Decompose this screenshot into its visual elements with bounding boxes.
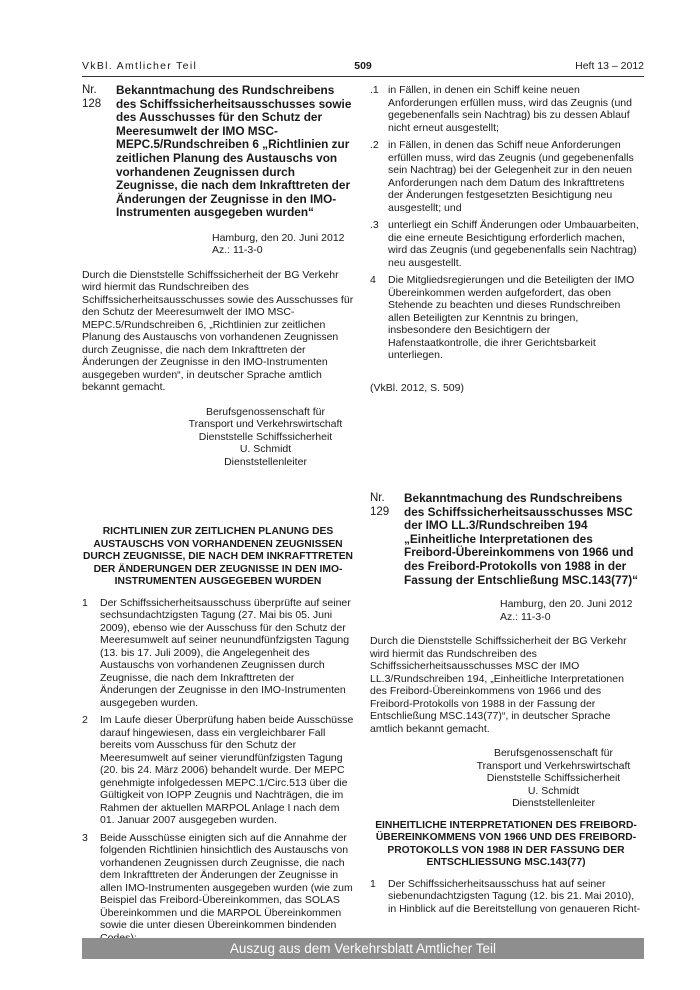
page-number: 509 bbox=[354, 60, 372, 72]
notice-number: Nr. 128 bbox=[82, 84, 102, 110]
notice-title: Bekanntmachung des Rundschreibens des Schiffssicherheitsausschusses MSC der IMO LL.3/Rundschreiben 194 „Einheitliche Interpretationen des Freibord-Übereinkommens von 1966 und des Freibord-Protokolls von 1988 in der Fassung der Entschließung MSC.143(77)“ bbox=[404, 491, 639, 587]
journal-name: VkBl. Amtlicher Teil bbox=[82, 60, 198, 72]
footer-banner: Auszug aus dem Verkehrsblatt Amtlicher Teil bbox=[82, 938, 644, 959]
signature-block bbox=[465, 747, 642, 810]
notice-128-heading bbox=[82, 84, 354, 220]
item-text: in Fällen, in denen das Schiff neue Anforderungen erfüllen muss, wird das Zeugnis (und gegebenenfalls sein Nachtrag) bei der Gelegenheit zur in den neuen Anforderungen nach dem Datum des Inkrafttretens der Änderungen festgesetzten Besichtigung neu ausgestellt; und bbox=[388, 139, 634, 214]
section-title: EINHEITLICHE INTERPRETATIONEN DES FREIBORD-ÜBEREINKOMMENS VON 1966 UND DES FREIBORD-PROTOKOLLS VON 1988 IN DER FASSUNG DER ENTSCHLIESSUNG MSC.143(77) bbox=[375, 819, 637, 869]
signature-name: U. Schmidt bbox=[239, 443, 292, 456]
intro-paragraph: Durch die Dienststelle Schiffssicherheit der BG Verkehr wird hiermit das Rundschreiben des Schiffssicherheitsausschusses MSC der IMO LL.3/Rundschreiben 194, „Einheitliche Interpretationen des Freibord-Übereinkommens von 1966 und des Freibord-Protokolls von 1988 in der Fassung der Entschließung MSC.143(77)“, in deutscher Sprache amtlich bekannt gemacht. bbox=[370, 635, 627, 735]
list-item bbox=[370, 274, 642, 362]
signature-line: Berufsgenossenschaft für bbox=[205, 405, 326, 418]
list-item bbox=[82, 832, 354, 945]
signature-line: Berufsgenossenschaft für bbox=[493, 747, 614, 760]
issue-number: Heft 13 – 2012 bbox=[575, 60, 644, 72]
section-title: RICHTLINIEN ZUR ZEITLICHEN PLANUNG DES AUSTAUSCHS VON VORHANDENEN ZEUGNISSEN DURCH ZEUGNISSE, DIE NACH DEM INKRAFTTRETEN DER ÄNDERUNGEN DER ZEUGNISSE IN DEN IMO-INSTRUMENTEN AUSGEGEBEN WURDEN bbox=[82, 526, 353, 588]
column-gap bbox=[370, 394, 642, 492]
item-text: in Fällen, in denen ein Schiff keine neuen Anforderungen erfüllen muss, wird das Zeugnis (und gegebenenfalls sein Nachtrag) bis zu dessen Ablauf nicht erneut ausgestellt; bbox=[388, 84, 632, 134]
signature-role: Dienststellenleiter bbox=[224, 455, 307, 468]
signature-block bbox=[177, 406, 354, 469]
signature-line: Transport und Verkehrswirtschaft bbox=[188, 418, 343, 431]
notice-number: Nr. 129 bbox=[370, 492, 390, 518]
item-number: .2 bbox=[370, 139, 379, 151]
sub-list-item bbox=[370, 84, 642, 134]
item-number: .1 bbox=[370, 84, 379, 96]
notice-title: Bekanntmachung des Rundschreibens des Schiffssicherheitsausschusses sowie des Ausschusses für den Schutz der Meeresumwelt der IMO MSC-MEPC.5/Rundschreiben 6 „Richtlinien zur zeitlichen Planung des Austauschs von vorhandenen Zeugnissen durch Zeugnisse, die nach dem Inkrafttreten der Änderungen der Zeugnisse in den IMO-Instrumenten ausgegeben wurden“ bbox=[116, 83, 352, 220]
list-item bbox=[82, 714, 354, 827]
intro-paragraph: Durch die Dienststelle Schiffssicherheit der BG Verkehr wird hiermit das Rundschreiben des Schiffssicherheitsausschusses sowie des Ausschusses für den Schutz der Meeresumwelt der IMO MSC-MEPC.5/Rundschreiben 6, „Richtlinien zur zeitlichen Planung des Austauschs von vorhandenen Zeugnissen durch Zeugnisse, die nach dem Inkrafttreten der Änderungen der Zeugnisse in den IMO-Instrumenten ausgegeben wurden“, in deutscher Sprache amtlich bekannt gemacht. bbox=[82, 268, 354, 394]
signature-line: Transport und Verkehrswirtschaft bbox=[476, 759, 631, 772]
left-column bbox=[82, 84, 354, 949]
item-number: 4 bbox=[370, 274, 376, 286]
item-number: 3 bbox=[82, 831, 88, 844]
list-item bbox=[82, 597, 354, 710]
right-column bbox=[370, 84, 642, 920]
item-number: 1 bbox=[370, 877, 376, 890]
file-reference: Az.: 11-3-0 bbox=[500, 610, 551, 623]
item-number: .3 bbox=[370, 219, 379, 231]
item-text: Die Mitgliedsregierungen und die Beteiligten der IMO Übereinkommen werden aufgefordert, das oben Stehende zu beachten und dieses Rundschreiben allen Beteiligten zur Kenntnis zu bringen, insbesondere den Besichtigern der Hafenstaatkontrolle, die ihrer Gerichtsbarkeit unterliegen. bbox=[388, 274, 635, 361]
page-header bbox=[82, 60, 644, 76]
item-text: Der Schiffssicherheitsausschuss hat auf seiner siebenundachtzigsten Tagung (12. bis 21. Mai 2010), in Hinblick auf die Bereitstellung von genaueren Richt- bbox=[388, 877, 641, 915]
publication-reference: (VkBl. 2012, S. 509) bbox=[370, 381, 464, 394]
signature-line: Dienststelle Schiffssicherheit bbox=[198, 430, 333, 443]
list-item bbox=[370, 878, 642, 916]
item-text: Im Laufe dieser Überprüfung haben beide Ausschüsse darauf hingewiesen, dass ein vergleichbarer Fall bereits vom Ausschuss für den Schutz der Meeresumwelt auf seiner vierundfünfzigsten Tagung (20. bis 24. März 2006) behandelt wurde. Der MEPC genehmigte infolgedessen MEPC.1/Circ.513 über die Gültigkeit von IOPP Zeugnis und Nachträgen, die im Rahmen der aktuellen MARPOL Anlage I nach dem 01. Januar 2007 ausgegeben wurden. bbox=[100, 714, 354, 827]
place-date-block bbox=[212, 232, 354, 257]
file-reference: Az.: 11-3-0 bbox=[212, 244, 263, 257]
sub-list-item bbox=[370, 139, 642, 214]
place-date: Hamburg, den 20. Juni 2012 bbox=[500, 598, 633, 611]
signature-line: Dienststelle Schiffssicherheit bbox=[486, 772, 621, 785]
signature-name: U. Schmidt bbox=[527, 784, 580, 797]
place-date: Hamburg, den 20. Juni 2012 bbox=[212, 231, 345, 244]
item-number: 2 bbox=[82, 714, 88, 727]
item-text: Beide Ausschüsse einigten sich auf die Annahme der folgenden Richtlinien hinsichtlich des Austauschs von vorhandenen Zeugnissen durch Zeugnisse, die nach dem Inkrafttreten der Änderungen der Zeugnisse in allen IMO-Instrumenten ausgegeben wurden (wie zum Beispiel das Freibord-Übereinkommen, das SOLAS Übereinkommen und die MARPOL Übereinkommen sowie die unter diesen Übereinkommen bindenden bbox=[100, 831, 353, 932]
signature-role: Dienststellenleiter bbox=[512, 797, 595, 810]
header-divider bbox=[82, 76, 644, 77]
item-text: Der Schiffssicherheitsausschuss überprüfte auf seiner sechsundachtzigsten Tagung (27. Mai bis 05. Juni 2009), ebenso wie der Ausschuss für den Schutz der Meeresumwelt auf seiner neunundfünfzigsten Tagung (13. bis 17. Juli 2009), die Angelegenheit des Austauschs von vorhandenen Zeugnissen durch Zeugnisse, die nach dem Inkrafttreten der Änderungen der Zeugnisse in den IMO-Instrumenten ausgegeben wurden. bbox=[100, 596, 351, 709]
item-number: 1 bbox=[82, 596, 88, 609]
sub-list-item bbox=[370, 219, 642, 269]
place-date-block bbox=[500, 598, 642, 623]
notice-129-heading bbox=[370, 492, 642, 587]
item-text: unterliegt ein Schiff Änderungen oder Umbauarbeiten, die eine erneute Besichtigung erforderlich machen, wird das Zeugnis (und gegebenenfalls sein Nachtrag) neu ausgestellt. bbox=[388, 219, 639, 269]
